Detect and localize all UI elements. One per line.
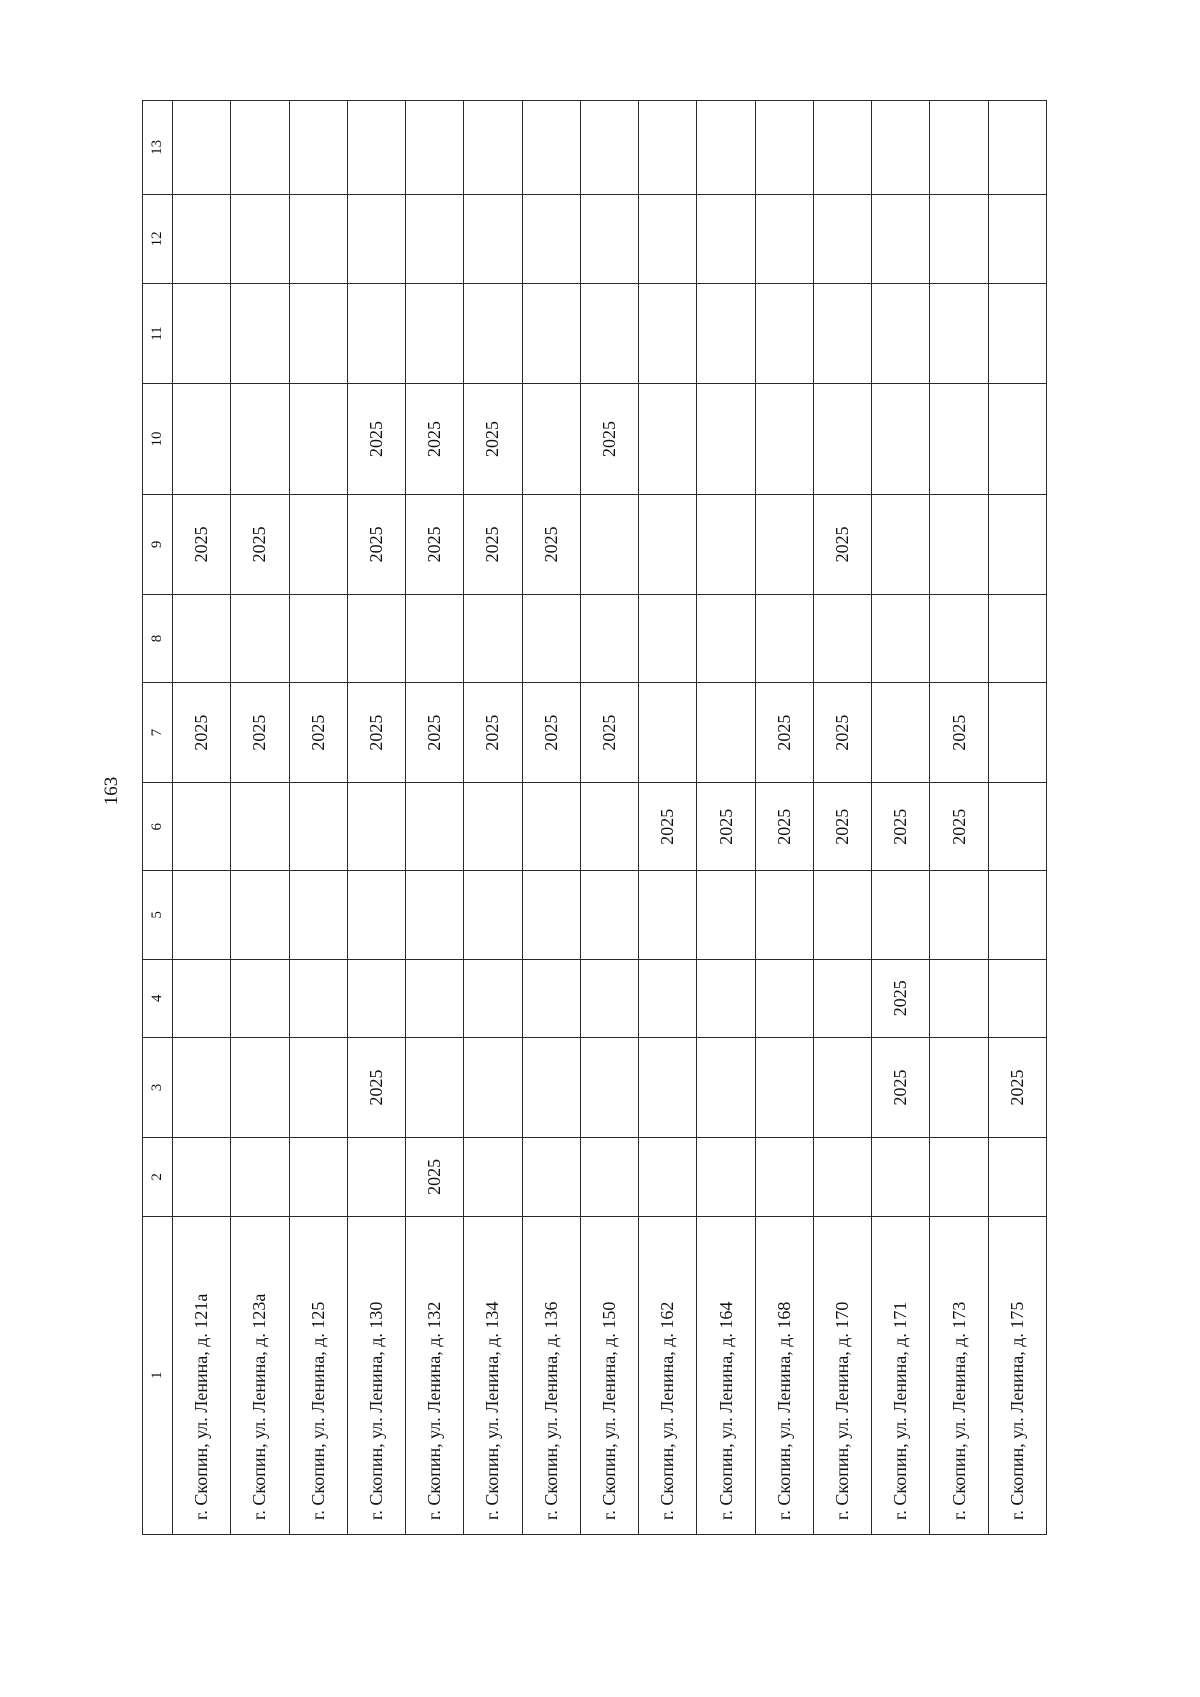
year-cell: 2025 (988, 1038, 1046, 1138)
year-cell (930, 959, 988, 1038)
year-cell (406, 194, 464, 283)
page-number: 163 (101, 776, 122, 806)
year-cell: 2025 (406, 494, 464, 594)
year-cell (988, 284, 1046, 384)
year-cell: 2025 (347, 494, 405, 594)
year-cell (347, 1138, 405, 1217)
year-cell (580, 101, 638, 195)
address-cell: г. Скопин, ул. Ленина, д. 171 (872, 1216, 930, 1534)
year-cell (173, 284, 231, 384)
year-cell (464, 594, 522, 682)
year-cell (697, 594, 755, 682)
year-cell (289, 101, 347, 195)
year-cell (231, 871, 289, 959)
year-cell (813, 194, 871, 283)
year-cell (639, 1138, 697, 1217)
address-cell: г. Скопин, ул. Ленина, д. 175 (988, 1216, 1046, 1534)
address-cell: г. Скопин, ул. Ленина, д. 150 (580, 1216, 638, 1534)
column-header: 9 (143, 494, 173, 594)
year-cell: 2025 (173, 683, 231, 783)
year-cell (580, 871, 638, 959)
column-header: 10 (143, 384, 173, 495)
year-cell (988, 783, 1046, 871)
table-row (347, 101, 405, 1535)
year-cell (580, 1138, 638, 1217)
table-row (872, 101, 930, 1535)
year-cell (872, 871, 930, 959)
data-table (142, 100, 1047, 1535)
year-cell (289, 783, 347, 871)
table-rotator (142, 100, 1047, 1535)
year-cell: 2025 (406, 1138, 464, 1217)
year-cell: 2025 (813, 783, 871, 871)
column-header: 4 (143, 959, 173, 1038)
address-cell: г. Скопин, ул. Ленина, д. 132 (406, 1216, 464, 1534)
year-cell: 2025 (347, 1038, 405, 1138)
year-cell (930, 594, 988, 682)
year-cell (813, 871, 871, 959)
year-cell (464, 959, 522, 1038)
year-cell (988, 194, 1046, 283)
year-cell (406, 594, 464, 682)
column-header: 11 (143, 284, 173, 384)
year-cell (231, 1138, 289, 1217)
year-cell (988, 494, 1046, 594)
year-cell: 2025 (522, 494, 580, 594)
column-header: 7 (143, 683, 173, 783)
year-cell (580, 1038, 638, 1138)
year-cell (697, 384, 755, 495)
year-cell (347, 284, 405, 384)
column-header: 1 (143, 1216, 173, 1534)
column-header: 6 (143, 783, 173, 871)
year-cell: 2025 (231, 683, 289, 783)
year-cell: 2025 (289, 683, 347, 783)
year-cell (813, 594, 871, 682)
year-cell (464, 101, 522, 195)
address-cell: г. Скопин, ул. Ленина, д. 162 (639, 1216, 697, 1534)
address-cell: г. Скопин, ул. Ленина, д. 170 (813, 1216, 871, 1534)
table-row (522, 101, 580, 1535)
year-cell: 2025 (872, 1038, 930, 1138)
year-cell (289, 1138, 347, 1217)
address-cell: г. Скопин, ул. Ленина, д. 164 (697, 1216, 755, 1534)
column-header: 13 (143, 101, 173, 195)
header-row (143, 101, 173, 1535)
year-cell (289, 494, 347, 594)
year-cell (639, 959, 697, 1038)
year-cell (231, 1038, 289, 1138)
year-cell (406, 284, 464, 384)
year-cell (930, 871, 988, 959)
year-cell: 2025 (930, 783, 988, 871)
year-cell (872, 494, 930, 594)
year-cell (755, 194, 813, 283)
year-cell (813, 284, 871, 384)
year-cell (289, 871, 347, 959)
address-cell: г. Скопин, ул. Ленина, д. 123а (231, 1216, 289, 1534)
year-cell (522, 783, 580, 871)
year-cell (697, 871, 755, 959)
year-cell (697, 101, 755, 195)
year-cell (580, 783, 638, 871)
year-cell: 2025 (755, 683, 813, 783)
year-cell (464, 871, 522, 959)
year-cell (988, 594, 1046, 682)
year-cell: 2025 (522, 683, 580, 783)
year-cell (639, 194, 697, 283)
year-cell (930, 284, 988, 384)
year-cell (639, 683, 697, 783)
year-cell (173, 384, 231, 495)
year-cell (289, 384, 347, 495)
address-cell: г. Скопин, ул. Ленина, д. 168 (755, 1216, 813, 1534)
year-cell (347, 194, 405, 283)
year-cell (697, 494, 755, 594)
year-cell (697, 194, 755, 283)
year-cell: 2025 (872, 783, 930, 871)
table-row (930, 101, 988, 1535)
column-header: 8 (143, 594, 173, 682)
year-cell: 2025 (580, 683, 638, 783)
year-cell (813, 101, 871, 195)
year-cell (173, 1038, 231, 1138)
year-cell (522, 1138, 580, 1217)
year-cell: 2025 (580, 384, 638, 495)
year-cell (289, 284, 347, 384)
year-cell (173, 594, 231, 682)
year-cell: 2025 (930, 683, 988, 783)
table-row (406, 101, 464, 1535)
year-cell: 2025 (755, 783, 813, 871)
year-cell (755, 284, 813, 384)
year-cell (988, 384, 1046, 495)
year-cell (639, 101, 697, 195)
year-cell (464, 1038, 522, 1138)
year-cell (347, 959, 405, 1038)
year-cell (464, 1138, 522, 1217)
year-cell (580, 959, 638, 1038)
year-cell (930, 494, 988, 594)
year-cell (639, 284, 697, 384)
year-cell (173, 783, 231, 871)
year-cell (406, 871, 464, 959)
table-row (813, 101, 871, 1535)
year-cell (639, 1038, 697, 1138)
year-cell (522, 194, 580, 283)
table-row (755, 101, 813, 1535)
table-row (289, 101, 347, 1535)
year-cell: 2025 (173, 494, 231, 594)
year-cell (347, 594, 405, 682)
year-cell (755, 494, 813, 594)
year-cell (639, 494, 697, 594)
year-cell (173, 194, 231, 283)
table-row (173, 101, 231, 1535)
year-cell (988, 101, 1046, 195)
year-cell (347, 783, 405, 871)
year-cell (406, 959, 464, 1038)
year-cell (755, 101, 813, 195)
year-cell (580, 284, 638, 384)
year-cell (697, 683, 755, 783)
year-cell (988, 683, 1046, 783)
year-cell: 2025 (231, 494, 289, 594)
year-cell (697, 1138, 755, 1217)
year-cell (697, 284, 755, 384)
year-cell (872, 594, 930, 682)
year-cell: 2025 (464, 494, 522, 594)
table-row (988, 101, 1046, 1535)
year-cell: 2025 (464, 683, 522, 783)
year-cell: 2025 (639, 783, 697, 871)
year-cell (580, 494, 638, 594)
column-header: 12 (143, 194, 173, 283)
year-cell (988, 959, 1046, 1038)
year-cell (464, 194, 522, 283)
year-cell (813, 1138, 871, 1217)
year-cell: 2025 (813, 683, 871, 783)
year-cell (522, 959, 580, 1038)
year-cell: 2025 (697, 783, 755, 871)
year-cell (289, 194, 347, 283)
year-cell: 2025 (406, 683, 464, 783)
year-cell (639, 594, 697, 682)
year-cell (464, 783, 522, 871)
year-cell (231, 101, 289, 195)
address-cell: г. Скопин, ул. Ленина, д. 130 (347, 1216, 405, 1534)
year-cell (522, 384, 580, 495)
year-cell (988, 1138, 1046, 1217)
year-cell (522, 594, 580, 682)
year-cell (930, 1038, 988, 1138)
year-cell: 2025 (464, 384, 522, 495)
year-cell (522, 101, 580, 195)
column-header: 3 (143, 1038, 173, 1138)
year-cell (988, 871, 1046, 959)
address-cell: г. Скопин, ул. Ленина, д. 136 (522, 1216, 580, 1534)
year-cell (406, 101, 464, 195)
year-cell (813, 384, 871, 495)
year-cell (522, 1038, 580, 1138)
year-cell (872, 284, 930, 384)
year-cell (347, 101, 405, 195)
table-row (580, 101, 638, 1535)
year-cell (930, 1138, 988, 1217)
table-body (143, 101, 1047, 1535)
table-row (697, 101, 755, 1535)
year-cell (231, 384, 289, 495)
column-header: 2 (143, 1138, 173, 1217)
year-cell (406, 783, 464, 871)
year-cell (173, 1138, 231, 1217)
column-header: 5 (143, 871, 173, 959)
year-cell: 2025 (813, 494, 871, 594)
year-cell (580, 594, 638, 682)
year-cell (347, 871, 405, 959)
year-cell (755, 384, 813, 495)
address-cell: г. Скопин, ул. Ленина, д. 173 (930, 1216, 988, 1534)
year-cell (872, 194, 930, 283)
year-cell (231, 959, 289, 1038)
year-cell (872, 1138, 930, 1217)
year-cell (930, 384, 988, 495)
year-cell (580, 194, 638, 283)
table-row (639, 101, 697, 1535)
year-cell (872, 683, 930, 783)
year-cell (755, 1138, 813, 1217)
year-cell: 2025 (406, 384, 464, 495)
year-cell (930, 194, 988, 283)
year-cell (289, 594, 347, 682)
year-cell (231, 194, 289, 283)
year-cell (173, 959, 231, 1038)
year-cell (289, 959, 347, 1038)
year-cell (697, 959, 755, 1038)
address-cell: г. Скопин, ул. Ленина, д. 121а (173, 1216, 231, 1534)
year-cell: 2025 (347, 683, 405, 783)
address-cell: г. Скопин, ул. Ленина, д. 134 (464, 1216, 522, 1534)
year-cell (639, 384, 697, 495)
year-cell: 2025 (347, 384, 405, 495)
year-cell (930, 101, 988, 195)
year-cell (406, 1038, 464, 1138)
year-cell (872, 101, 930, 195)
year-cell: 2025 (872, 959, 930, 1038)
year-cell (173, 871, 231, 959)
year-cell (755, 1038, 813, 1138)
year-cell (231, 594, 289, 682)
year-cell (697, 1038, 755, 1138)
year-cell (755, 594, 813, 682)
year-cell (173, 101, 231, 195)
table-row (231, 101, 289, 1535)
year-cell (639, 871, 697, 959)
year-cell (872, 384, 930, 495)
year-cell (755, 959, 813, 1038)
year-cell (522, 871, 580, 959)
address-cell: г. Скопин, ул. Ленина, д. 125 (289, 1216, 347, 1534)
year-cell (813, 959, 871, 1038)
year-cell (231, 284, 289, 384)
year-cell (231, 783, 289, 871)
year-cell (755, 871, 813, 959)
year-cell (813, 1038, 871, 1138)
year-cell (464, 284, 522, 384)
year-cell (289, 1038, 347, 1138)
year-cell (522, 284, 580, 384)
table-row (464, 101, 522, 1535)
